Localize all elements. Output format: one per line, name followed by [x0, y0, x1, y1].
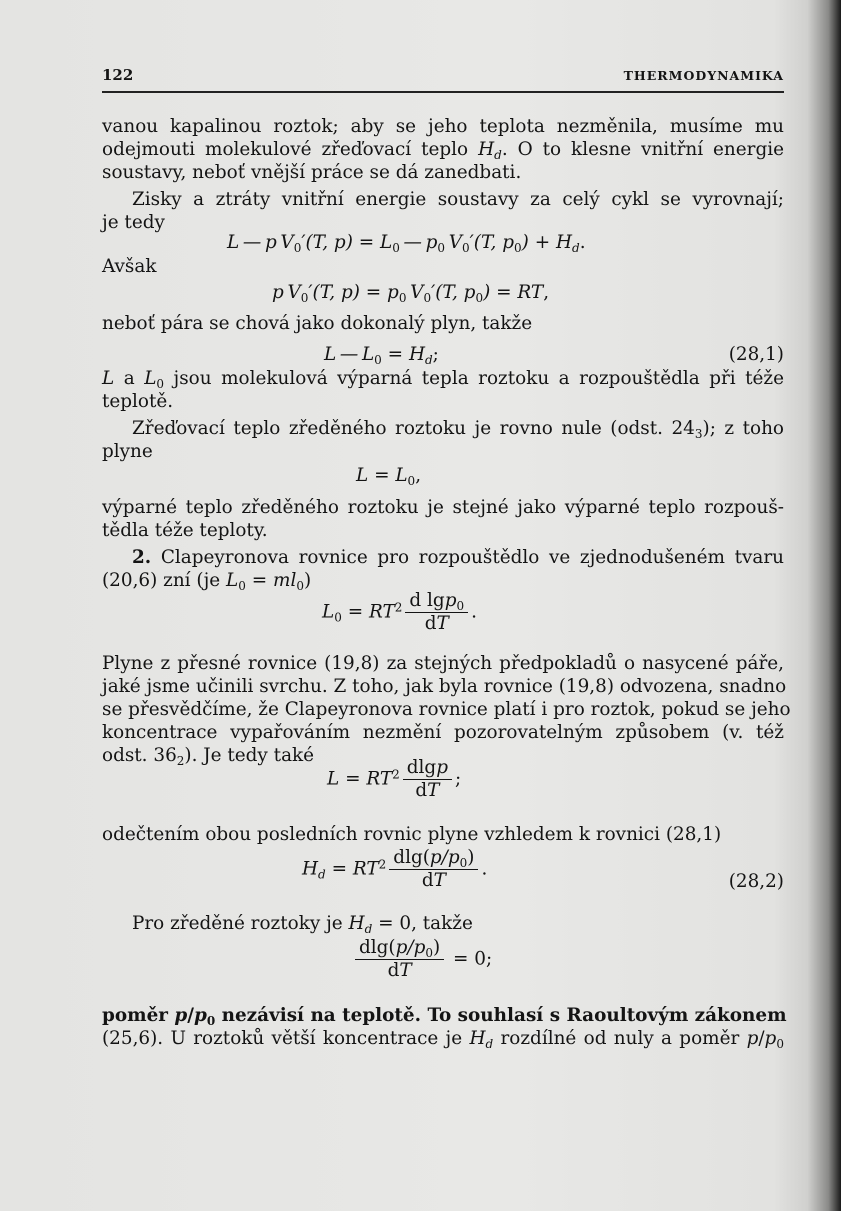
text-line: plyne [102, 441, 153, 462]
text-line: Pro zředěné roztoky je $H_d = 0$, takže [132, 913, 473, 936]
header-rule [102, 91, 784, 93]
equation-28-2: $H_d = RT^2$ $\frac{dlg(p/p_0)}{dT}$ . [302, 847, 488, 891]
equation-ideal-gas: p $V_0'(T$, $p) = p_0$ $V_0'(T$, $p_0$) = RT, [272, 282, 550, 305]
equation-clapeyron-solution: $L = RT^2$ $\frac{dlgp}{dT}$ ; [327, 757, 462, 801]
running-title: THERMODYNAMIKA [623, 68, 784, 83]
text-line: se přesvědčíme, že Clapeyronova rovnice platí i pro roztok, pokud se jeho [102, 699, 791, 720]
running-head [102, 66, 784, 84]
text-line: Zisky a ztráty vnitřní energie soustavy za celý cykl se vyrovnají; [132, 189, 784, 210]
text-line: Plyne z přesné rovnice (19,8) za stejných předpokladů o nasycené páře, [102, 653, 784, 674]
equation-number-28-2: (28,2) [728, 871, 784, 892]
text-line: 2. Clapeyronova rovnice pro rozpouštědlo ve zjednodušeném tvaru [132, 547, 784, 568]
equation-28-1: L — $L_0 = H_d$; [324, 344, 439, 367]
text-line: (25,6). U roztoků větší koncentrace je $H_d$ rozdílné od nuly a poměr $p/p_0$ [102, 1028, 784, 1051]
text-avsak: Avšak [102, 256, 157, 277]
text-line: je tedy [102, 212, 165, 233]
text-line: (20,6) zní (je $L_0 = ml_0$) [102, 570, 312, 593]
text-line: teplotě. [102, 391, 174, 412]
text-line: odst. $36_2$). Je tedy také [102, 745, 315, 768]
equation-number-28-1: (28,1) [728, 344, 784, 365]
text-line: odejmouti molekulové zřeďovací teplo $H_d$. O to klesne vnitřní energie [102, 139, 784, 162]
text-line: soustavy, neboť vnější práce se dá zanedbati. [102, 162, 522, 183]
text-line: neboť pára se chová jako dokonalý plyn, takže [102, 313, 533, 334]
equation-zero: $\frac{dlg(p/p_0)}{dT}$ = 0; [352, 937, 492, 982]
text-line: výparné teplo zředěného roztoku je stejné jako výparné teplo rozpouš- [102, 497, 784, 518]
text-line: koncentrace vypařováním nezmění pozorovatelným způsobem (v. též [102, 722, 784, 743]
text-line: poměr $p/p_0$ nezávisí na teplotě. To souhlasí s Raoultovým zákonem [102, 1005, 787, 1028]
text-line: L a $L_0$ jsou molekulová výparná tepla roztoku a rozpouštědla při téže [102, 368, 784, 391]
equation-cycle: L — p $V_0'(T$, $p) = L_0$ — $p_0$ $V_0'(T$, $p_0) + H_d$. [227, 232, 586, 255]
equation-clapeyron-solvent: $L_0 = RT^2$ $\frac{d \lg p_0}{dT}$ . [322, 590, 477, 634]
equation-equal: $L = L_0$, [356, 465, 422, 488]
text-line: tědla téže teploty. [102, 520, 268, 541]
text-line: jaké jsme učinili svrchu. Z toho, jak byla rovnice (19,8) odvozena, snadno [102, 676, 787, 697]
text-line: Zřeďovací teplo zředěného roztoku je rovno nule (odst. $24_3$); z toho [132, 418, 784, 441]
text-line: vanou kapalinou roztok; aby se jeho teplota nezměnila, musíme mu [102, 116, 784, 137]
page-number: 122 [102, 66, 134, 84]
text-line: odečtením obou posledních rovnic plyne vzhledem k rovnici (28,1) [102, 824, 722, 845]
